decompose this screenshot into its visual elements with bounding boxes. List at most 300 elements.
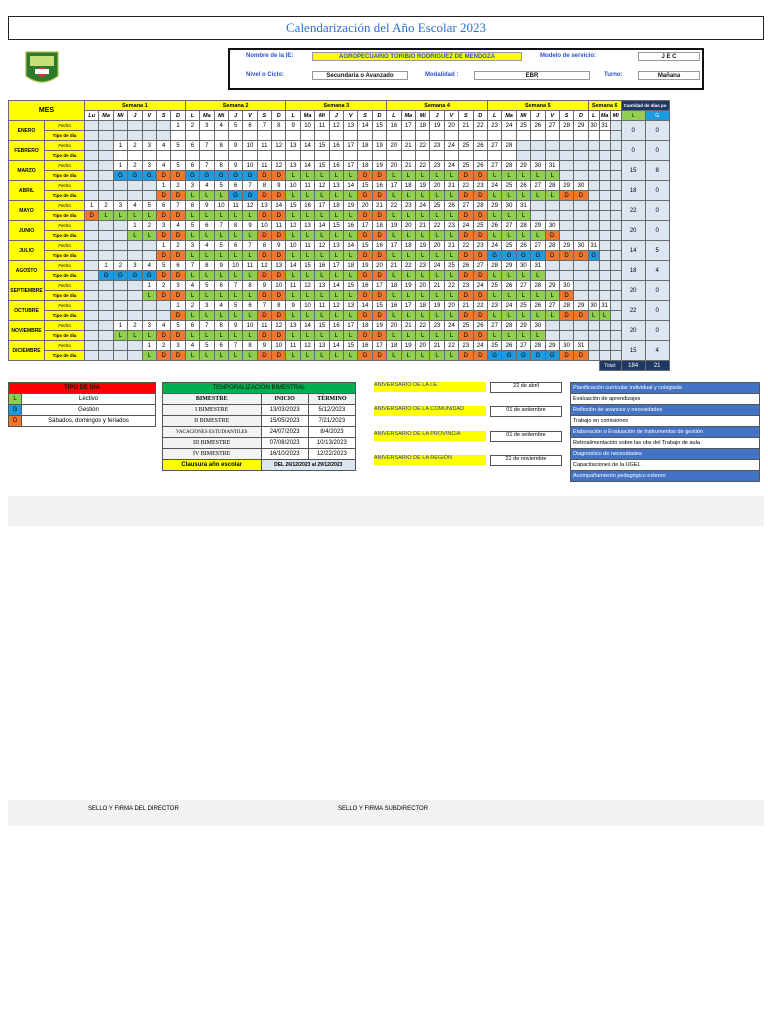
date-cell xyxy=(85,261,99,271)
day-type-cell xyxy=(85,231,99,241)
count-gestion: 5 xyxy=(645,241,669,261)
day-type-cell xyxy=(545,131,559,141)
day-type-cell: L xyxy=(487,171,501,181)
date-cell: 14 xyxy=(344,241,358,251)
anniv-label: ANIVERSARIO DE LA COMUNIDAD xyxy=(374,406,486,416)
day-type-cell: L xyxy=(300,231,314,241)
day-type-cell: L xyxy=(415,291,429,301)
day-type-cell: L xyxy=(344,231,358,241)
date-cell: 28 xyxy=(531,281,545,291)
date-cell: 17 xyxy=(344,161,358,171)
date-cell: 11 xyxy=(257,141,271,151)
month-name: JULIO xyxy=(9,241,45,261)
month-name: NOVIEMBRE xyxy=(9,321,45,341)
day-header: L xyxy=(387,111,401,121)
day-type-cell: D xyxy=(156,171,170,181)
day-header: V xyxy=(545,111,559,121)
date-cell: 28 xyxy=(473,201,487,211)
date-cell xyxy=(128,121,142,131)
day-type-cell: G xyxy=(228,171,242,181)
date-cell: 25 xyxy=(516,121,530,131)
cantidad-header: Cantidad de días po xyxy=(621,101,669,111)
week-header: Semana 6 xyxy=(588,101,621,111)
day-type-cell: D xyxy=(171,351,185,361)
day-type-cell: D xyxy=(473,171,487,181)
date-cell: 13 xyxy=(329,241,343,251)
fecha-label: Fecha xyxy=(45,321,85,331)
date-cell: 18 xyxy=(415,301,429,311)
day-type-cell: D xyxy=(459,191,473,201)
date-cell xyxy=(588,321,599,331)
date-cell: 6 xyxy=(214,281,228,291)
day-type-cell xyxy=(574,271,588,281)
day-type-cell: L xyxy=(344,191,358,201)
date-cell: 6 xyxy=(200,221,214,231)
date-cell: 2 xyxy=(142,221,156,231)
day-type-cell xyxy=(588,131,599,141)
day-type-cell xyxy=(142,251,156,261)
day-type-cell: D xyxy=(372,211,386,221)
day-type-cell xyxy=(185,151,199,161)
date-cell: 29 xyxy=(559,181,573,191)
temporalizacion-table xyxy=(162,382,356,471)
date-cell: 15 xyxy=(315,141,329,151)
day-type-cell: L xyxy=(300,311,314,321)
day-type-cell xyxy=(545,211,559,221)
day-type-cell: L xyxy=(286,331,300,341)
date-cell: 8 xyxy=(272,301,286,311)
day-header: L xyxy=(588,111,599,121)
day-type-cell: L xyxy=(444,251,458,261)
day-type-cell: L xyxy=(214,191,228,201)
date-cell: 8 xyxy=(214,321,228,331)
date-cell: 5 xyxy=(228,121,242,131)
date-cell: 11 xyxy=(243,261,257,271)
day-type-cell xyxy=(430,131,444,141)
date-cell: 29 xyxy=(574,121,588,131)
day-type-cell xyxy=(599,251,610,261)
fecha-label: Fecha xyxy=(45,221,85,231)
day-type-cell xyxy=(610,231,621,241)
date-cell: 11 xyxy=(257,321,271,331)
day-type-cell: L xyxy=(487,311,501,321)
date-cell xyxy=(113,241,127,251)
day-type-cell: D xyxy=(358,311,372,321)
date-cell: 19 xyxy=(401,341,415,351)
date-cell: 23 xyxy=(444,221,458,231)
date-cell: 1 xyxy=(85,201,99,211)
day-type-cell: G xyxy=(113,271,127,281)
day-type-cell: D xyxy=(545,231,559,241)
day-type-cell: L xyxy=(243,331,257,341)
month-name: ABRIL xyxy=(9,181,45,201)
day-header: Lu xyxy=(85,111,99,121)
day-type-cell: D xyxy=(372,311,386,321)
date-cell xyxy=(559,261,573,271)
day-type-cell: L xyxy=(300,271,314,281)
count-gestion: 0 xyxy=(645,321,669,341)
date-cell: 2 xyxy=(128,321,142,331)
date-cell: 21 xyxy=(372,201,386,211)
date-cell: 22 xyxy=(473,301,487,311)
day-type-legend xyxy=(8,382,156,427)
day-type-cell xyxy=(610,351,621,361)
day-type-cell: L xyxy=(228,311,242,321)
date-cell: 31 xyxy=(516,201,530,211)
day-type-cell xyxy=(214,151,228,161)
month-name: MARZO xyxy=(9,161,45,181)
date-cell xyxy=(545,201,559,211)
date-cell: 6 xyxy=(185,141,199,151)
day-type-cell: D xyxy=(574,351,588,361)
day-header: Ma xyxy=(600,112,609,119)
day-type-cell: L xyxy=(430,311,444,321)
day-type-cell xyxy=(358,151,372,161)
day-type-cell: L xyxy=(200,351,214,361)
date-cell: 12 xyxy=(286,221,300,231)
date-cell: 15 xyxy=(286,201,300,211)
date-cell: 31 xyxy=(545,161,559,171)
tipo-label: Tipo de día xyxy=(45,271,85,281)
modelo-label: Modelo de servicio: xyxy=(540,53,597,59)
date-cell: 21 xyxy=(430,281,444,291)
date-cell: 27 xyxy=(487,141,501,151)
date-cell: 3 xyxy=(171,281,185,291)
date-cell: 2 xyxy=(99,201,113,211)
date-cell: 24 xyxy=(487,241,501,251)
date-cell xyxy=(128,281,142,291)
count-lectivo: 20 xyxy=(621,321,645,341)
day-type-cell: L xyxy=(113,331,127,341)
day-type-cell: L xyxy=(214,271,228,281)
date-cell: 30 xyxy=(559,281,573,291)
day-type-cell: L xyxy=(401,351,415,361)
date-cell: 29 xyxy=(502,261,516,271)
date-cell: 8 xyxy=(200,261,214,271)
day-type-cell xyxy=(387,131,401,141)
clausura-label: Clausura año escolar xyxy=(163,460,262,471)
date-cell: 20 xyxy=(387,141,401,151)
legend-label: Sábados, domingos y feriados xyxy=(22,416,156,427)
date-cell: 18 xyxy=(387,281,401,291)
date-cell: 18 xyxy=(358,321,372,331)
day-type-cell: D xyxy=(257,331,271,341)
date-cell: 17 xyxy=(329,261,343,271)
date-cell: 5 xyxy=(171,161,185,171)
bimestre-name: IV BIMESTRE xyxy=(163,449,262,460)
day-type-cell: L xyxy=(430,231,444,241)
day-type-cell xyxy=(459,151,473,161)
day-type-cell: L xyxy=(185,251,199,261)
date-cell: 29 xyxy=(545,281,559,291)
day-type-cell: L xyxy=(415,331,429,341)
date-cell xyxy=(99,281,113,291)
date-cell: 28 xyxy=(545,181,559,191)
day-type-cell xyxy=(559,151,573,161)
day-type-cell: L xyxy=(444,271,458,281)
date-cell: 25 xyxy=(459,161,473,171)
date-cell: 16 xyxy=(329,141,343,151)
date-cell: 3 xyxy=(113,201,127,211)
day-type-cell xyxy=(99,151,113,161)
day-type-cell: D xyxy=(257,291,271,301)
date-cell: 12 xyxy=(315,181,329,191)
date-cell: 9 xyxy=(243,221,257,231)
day-type-cell xyxy=(228,151,242,161)
date-cell: 24 xyxy=(444,321,458,331)
day-type-cell xyxy=(502,131,516,141)
date-cell: 22 xyxy=(459,181,473,191)
day-type-cell xyxy=(574,151,588,161)
day-type-cell xyxy=(329,131,343,141)
day-type-cell: L xyxy=(243,311,257,321)
day-type-cell: D xyxy=(171,231,185,241)
date-cell: 25 xyxy=(430,201,444,211)
day-header: S xyxy=(257,111,271,121)
date-cell: 22 xyxy=(415,141,429,151)
day-header: L xyxy=(185,111,199,121)
date-cell: 19 xyxy=(358,261,372,271)
date-cell xyxy=(113,181,127,191)
spacer xyxy=(9,361,600,371)
day-type-cell xyxy=(588,291,599,301)
date-cell: 29 xyxy=(487,201,501,211)
date-cell xyxy=(128,181,142,191)
date-cell: 4 xyxy=(214,301,228,311)
day-type-cell: D xyxy=(372,271,386,281)
day-type-cell: G xyxy=(243,171,257,181)
bimestre-inicio: 16/10/2023 xyxy=(261,449,308,460)
date-cell: 21 xyxy=(387,261,401,271)
date-cell: 18 xyxy=(415,121,429,131)
date-cell: 20 xyxy=(358,201,372,211)
date-cell: 14 xyxy=(300,141,314,151)
date-cell xyxy=(610,281,621,291)
day-type-cell xyxy=(99,291,113,301)
day-type-cell: D xyxy=(559,351,573,361)
day-header: J xyxy=(128,111,142,121)
day-type-cell: D xyxy=(272,351,286,361)
day-type-cell xyxy=(185,131,199,141)
day-type-cell xyxy=(372,151,386,161)
day-type-cell xyxy=(85,131,99,141)
bimestre-name: II BIMESTRE xyxy=(163,416,262,427)
date-cell: 3 xyxy=(171,341,185,351)
day-type-cell: L xyxy=(214,251,228,261)
anniv-label: ANIVERSARIO DE LA I.E. xyxy=(374,382,486,392)
date-cell: 8 xyxy=(272,121,286,131)
date-cell: 21 xyxy=(459,121,473,131)
date-cell: 9 xyxy=(214,261,228,271)
day-type-cell: L xyxy=(329,311,343,321)
activity-item: Elaboración o Evaluación de Instrumentos de gestión xyxy=(571,427,760,438)
day-type-cell: L xyxy=(444,231,458,241)
signature-band xyxy=(8,800,764,826)
date-cell xyxy=(599,221,610,231)
gray-band-top xyxy=(8,496,764,526)
count-lectivo: 14 xyxy=(621,241,645,261)
month-name: AGOSTO xyxy=(9,261,45,281)
day-type-cell: L xyxy=(531,191,545,201)
day-header: J xyxy=(329,111,343,121)
day-type-cell xyxy=(401,131,415,141)
day-type-cell xyxy=(444,131,458,141)
date-cell xyxy=(610,181,621,191)
day-type-cell: L xyxy=(228,331,242,341)
date-cell xyxy=(113,121,127,131)
date-cell: 7 xyxy=(200,321,214,331)
date-cell: 30 xyxy=(588,301,599,311)
date-cell: 10 xyxy=(228,261,242,271)
date-cell: 23 xyxy=(459,341,473,351)
date-cell: 5 xyxy=(142,201,156,211)
anniv-value: 21 de noviembre xyxy=(490,455,562,466)
day-header: D xyxy=(372,111,386,121)
day-type-cell xyxy=(99,311,113,321)
day-type-cell: L xyxy=(401,191,415,201)
day-type-cell xyxy=(128,191,142,201)
day-type-cell xyxy=(545,271,559,281)
day-type-cell: L xyxy=(286,191,300,201)
col-header: TÉRMINO xyxy=(308,394,355,405)
day-type-cell: L xyxy=(228,291,242,301)
day-type-cell: D xyxy=(171,211,185,221)
date-cell: 15 xyxy=(329,221,343,231)
day-type-cell: L xyxy=(315,331,329,341)
day-type-cell: G xyxy=(228,191,242,201)
day-type-cell: L xyxy=(142,231,156,241)
date-cell: 25 xyxy=(502,181,516,191)
date-cell: 2 xyxy=(128,141,142,151)
ie-value: AGROPECUARIO TORIBIO RODRIGUEZ DE MENDOZA xyxy=(312,52,522,61)
day-type-cell xyxy=(85,271,99,281)
day-type-cell xyxy=(300,131,314,141)
date-cell: 1 xyxy=(113,141,127,151)
day-type-cell: D xyxy=(559,251,573,261)
date-cell: 27 xyxy=(459,201,473,211)
activity-item: Planificación curricular individual y colegiada xyxy=(571,383,760,394)
date-cell: 22 xyxy=(387,201,401,211)
day-type-cell: L xyxy=(531,171,545,181)
month-name: OCTUBRE xyxy=(9,301,45,321)
date-cell xyxy=(559,141,573,151)
day-type-cell xyxy=(200,151,214,161)
day-type-cell: L xyxy=(401,171,415,181)
date-cell: 2 xyxy=(171,181,185,191)
day-type-cell: D xyxy=(372,231,386,241)
day-type-cell: D xyxy=(459,271,473,281)
date-cell: 3 xyxy=(185,241,199,251)
day-type-cell: D xyxy=(272,191,286,201)
day-type-cell: L xyxy=(243,271,257,281)
day-type-cell: L xyxy=(329,251,343,261)
day-type-cell: L xyxy=(516,311,530,321)
day-type-cell: L xyxy=(415,191,429,201)
day-header: D xyxy=(272,111,286,121)
day-type-cell: D xyxy=(358,351,372,361)
date-cell: 6 xyxy=(171,261,185,271)
day-type-cell xyxy=(531,151,545,161)
date-cell xyxy=(559,321,573,331)
day-type-cell xyxy=(156,131,170,141)
date-cell: 3 xyxy=(200,301,214,311)
day-type-cell xyxy=(243,151,257,161)
day-type-cell xyxy=(401,151,415,161)
date-cell xyxy=(610,141,621,151)
day-type-cell xyxy=(113,151,127,161)
day-type-cell xyxy=(85,291,99,301)
day-type-cell: L xyxy=(444,311,458,321)
day-type-cell: L xyxy=(387,171,401,181)
date-cell: 25 xyxy=(487,281,501,291)
day-type-cell: D xyxy=(574,251,588,261)
count-gestion: 4 xyxy=(645,341,669,361)
date-cell xyxy=(610,341,621,351)
day-type-cell: D xyxy=(459,251,473,261)
day-type-cell xyxy=(156,151,170,161)
date-cell: 15 xyxy=(358,181,372,191)
day-type-cell: G xyxy=(200,171,214,181)
date-cell: 27 xyxy=(487,321,501,331)
day-type-cell xyxy=(142,131,156,141)
date-cell xyxy=(85,241,99,251)
day-type-cell: L xyxy=(516,231,530,241)
count-lectivo: 22 xyxy=(621,201,645,221)
date-cell: 13 xyxy=(329,181,343,191)
date-cell: 19 xyxy=(415,181,429,191)
month-name: MAYO xyxy=(9,201,45,221)
day-type-cell: L xyxy=(286,251,300,261)
date-cell: 17 xyxy=(387,241,401,251)
count-gestion: 0 xyxy=(645,281,669,301)
date-cell: 27 xyxy=(487,161,501,171)
day-type-cell xyxy=(588,151,599,161)
day-type-cell: D xyxy=(459,311,473,321)
date-cell: 8 xyxy=(257,181,271,191)
day-type-cell xyxy=(142,311,156,321)
day-type-cell: L xyxy=(487,191,501,201)
date-cell: 15 xyxy=(344,341,358,351)
date-cell: 26 xyxy=(444,201,458,211)
date-cell: 14 xyxy=(329,281,343,291)
day-type-cell: L xyxy=(142,291,156,301)
day-type-cell: D xyxy=(171,191,185,201)
date-cell: 8 xyxy=(214,161,228,171)
day-type-cell xyxy=(286,131,300,141)
day-type-cell: L xyxy=(214,331,228,341)
day-header: Mi xyxy=(516,111,530,121)
modelo-value: J E C xyxy=(638,52,700,61)
day-type-cell xyxy=(228,131,242,141)
date-cell: 10 xyxy=(300,301,314,311)
date-cell: 10 xyxy=(286,241,300,251)
day-type-cell xyxy=(559,331,573,341)
date-cell xyxy=(574,161,588,171)
date-cell: 28 xyxy=(487,261,501,271)
day-type-cell: D xyxy=(257,351,271,361)
count-gestion: 0 xyxy=(645,141,669,161)
day-type-cell: L xyxy=(315,351,329,361)
date-cell: 23 xyxy=(459,281,473,291)
date-cell xyxy=(610,241,621,251)
date-cell xyxy=(142,301,156,311)
day-type-cell: D xyxy=(559,291,573,301)
bimestre-termino: 12/22/2023 xyxy=(308,449,355,460)
day-type-cell xyxy=(559,211,573,221)
day-type-cell: G xyxy=(142,271,156,281)
day-type-cell: G xyxy=(516,351,530,361)
fecha-label: Fecha xyxy=(45,181,85,191)
